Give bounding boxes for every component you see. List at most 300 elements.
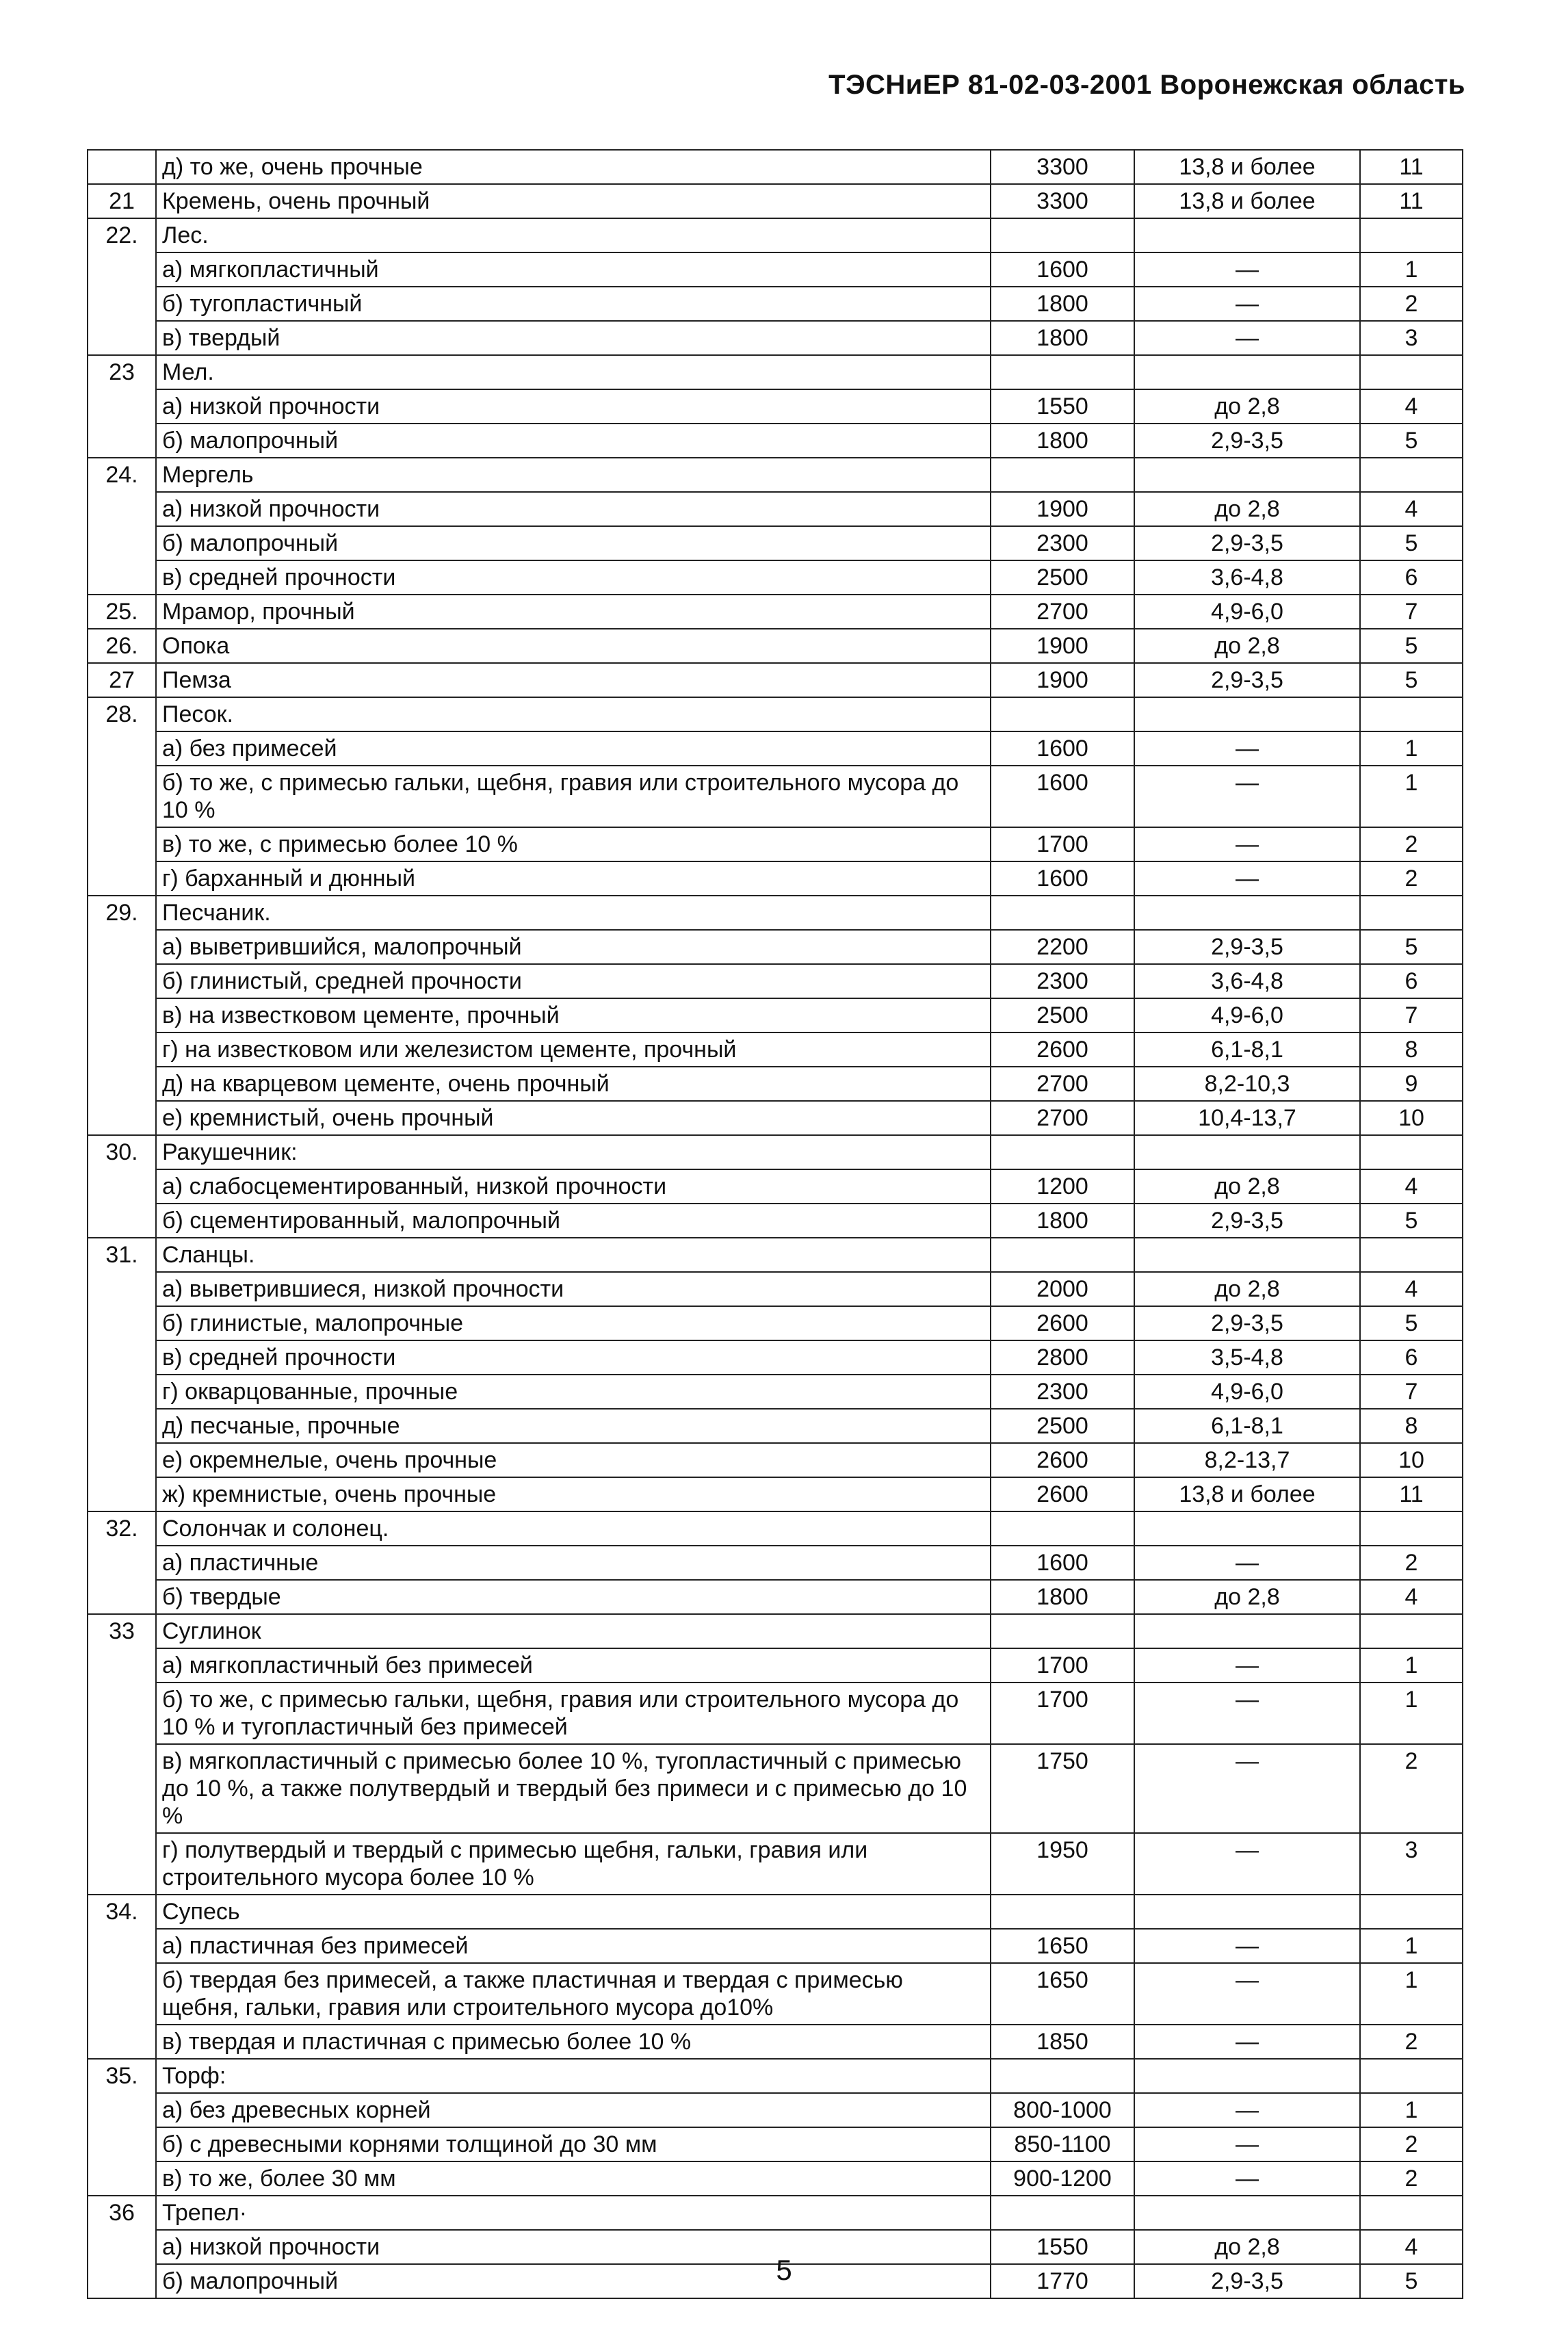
strength-cell (1134, 1614, 1360, 1648)
row-number-cell (88, 1272, 156, 1306)
group-cell: 4 (1360, 1272, 1463, 1306)
density-cell: 1200 (991, 1169, 1134, 1204)
table-row (88, 389, 1463, 424)
group-cell: 5 (1360, 2264, 1463, 2298)
group-cell: 2 (1360, 287, 1463, 321)
soil-name-cell: а) пластичная без примесей (156, 1929, 991, 1963)
row-number-cell (88, 861, 156, 896)
row-number-cell (88, 1443, 156, 1477)
soil-name-cell: а) выветрившиеся, низкой прочности (156, 1272, 991, 1306)
table-row (88, 218, 1463, 252)
soil-name-cell: д) на кварцевом цементе, очень прочный (156, 1067, 991, 1101)
soil-name-cell: е) кремнистый, очень прочный (156, 1101, 991, 1135)
row-number-cell (88, 526, 156, 560)
soil-name-cell: Лес. (156, 218, 991, 252)
strength-cell: — (1134, 2127, 1360, 2161)
strength-cell: 4,9-6,0 (1134, 998, 1360, 1032)
soil-name-cell: г) барханный и дюнный (156, 861, 991, 896)
row-number-cell (88, 287, 156, 321)
table-row (88, 697, 1463, 731)
soil-name-cell: в) мягкопластичный с примесью более 10 %, тугопластичный с примесью до 10 %, а также полутвердый и твердый без примеси и с примесью до 10 % (156, 1744, 991, 1833)
group-cell (1360, 1238, 1463, 1272)
table-row (88, 629, 1463, 663)
table-row (88, 184, 1463, 218)
strength-cell: — (1134, 1833, 1360, 1895)
table-row (88, 731, 1463, 766)
soil-name-cell: а) слабосцементированный, низкой прочности (156, 1169, 991, 1204)
density-cell (991, 1511, 1134, 1546)
document-header: ТЭСНиЕР 81-02-03-2001 Воронежская область (828, 70, 1465, 100)
density-cell: 2700 (991, 1101, 1134, 1135)
row-number-cell (88, 964, 156, 998)
density-cell (991, 896, 1134, 930)
table-row (88, 1963, 1463, 2025)
table-row (88, 321, 1463, 355)
group-cell (1360, 896, 1463, 930)
strength-cell: до 2,8 (1134, 1580, 1360, 1614)
table-row (88, 1032, 1463, 1067)
soil-name-cell: б) твердые (156, 1580, 991, 1614)
strength-cell: 2,9-3,5 (1134, 526, 1360, 560)
soil-name-cell: Пемза (156, 663, 991, 697)
strength-cell: — (1134, 1963, 1360, 2025)
soil-name-cell: б) твердая без примесей, а также пластичная и твердая с примесью щебня, гальки, гравия или строительного мусора до10% (156, 1963, 991, 2025)
row-number-cell (88, 1204, 156, 1238)
row-number-cell: 29. (88, 896, 156, 930)
table-row (88, 1340, 1463, 1375)
group-cell: 5 (1360, 629, 1463, 663)
density-cell: 2300 (991, 1375, 1134, 1409)
density-cell (991, 1895, 1134, 1929)
strength-cell: — (1134, 1683, 1360, 1744)
strength-cell: 3,5-4,8 (1134, 1340, 1360, 1375)
soil-name-cell: д) песчаные, прочные (156, 1409, 991, 1443)
density-cell: 1700 (991, 827, 1134, 861)
row-number-cell (88, 1580, 156, 1614)
group-cell: 2 (1360, 861, 1463, 896)
group-cell: 7 (1360, 1375, 1463, 1409)
soil-name-cell: б) малопрочный (156, 526, 991, 560)
density-cell: 1600 (991, 731, 1134, 766)
density-cell: 1550 (991, 2230, 1134, 2264)
strength-cell: 2,9-3,5 (1134, 2264, 1360, 2298)
row-number-cell (88, 1929, 156, 1963)
density-cell: 1700 (991, 1683, 1134, 1744)
group-cell: 11 (1360, 1477, 1463, 1511)
soil-name-cell: в) средней прочности (156, 1340, 991, 1375)
soil-name-cell: Солончак и солонец. (156, 1511, 991, 1546)
group-cell: 5 (1360, 424, 1463, 458)
table-row (88, 526, 1463, 560)
soil-name-cell: б) с древесными корнями толщиной до 30 мм (156, 2127, 991, 2161)
strength-cell (1134, 1511, 1360, 1546)
soil-name-cell: ж) кремнистые, очень прочные (156, 1477, 991, 1511)
group-cell: 1 (1360, 252, 1463, 287)
group-cell (1360, 218, 1463, 252)
density-cell: 1650 (991, 1929, 1134, 1963)
density-cell: 1900 (991, 663, 1134, 697)
strength-cell (1134, 355, 1360, 389)
soil-name-cell: г) полутвердый и твердый с примесью щебня, гальки, гравия или строительного мусора более 10 % (156, 1833, 991, 1895)
strength-cell: — (1134, 287, 1360, 321)
table-row (88, 492, 1463, 526)
row-number-cell: 34. (88, 1895, 156, 1929)
row-number-cell: 31. (88, 1238, 156, 1272)
density-cell: 1650 (991, 1963, 1134, 2025)
group-cell: 3 (1360, 1833, 1463, 1895)
soil-name-cell: б) то же, с примесью гальки, щебня, гравия или строительного мусора до 10 % и тугопластичный без примесей (156, 1683, 991, 1744)
density-cell: 1900 (991, 492, 1134, 526)
density-cell: 1600 (991, 766, 1134, 827)
row-number-cell (88, 321, 156, 355)
soil-name-cell: Песок. (156, 697, 991, 731)
soil-name-cell: а) без примесей (156, 731, 991, 766)
soil-name-cell: Мрамор, прочный (156, 595, 991, 629)
density-cell: 1600 (991, 1546, 1134, 1580)
strength-cell: 6,1-8,1 (1134, 1409, 1360, 1443)
row-number-cell (88, 1067, 156, 1101)
soil-name-cell: Трепел· (156, 2196, 991, 2230)
density-cell: 2600 (991, 1032, 1134, 1067)
row-number-cell (88, 766, 156, 827)
density-cell: 1900 (991, 629, 1134, 663)
row-number-cell (88, 1375, 156, 1409)
table-row (88, 1443, 1463, 1477)
density-cell (991, 2196, 1134, 2230)
group-cell: 6 (1360, 1340, 1463, 1375)
soil-name-cell: в) то же, более 30 мм (156, 2161, 991, 2196)
group-cell: 10 (1360, 1443, 1463, 1477)
row-number-cell (88, 1306, 156, 1340)
density-cell: 3300 (991, 150, 1134, 184)
strength-cell: 3,6-4,8 (1134, 560, 1360, 595)
table-row (88, 827, 1463, 861)
strength-cell: 13,8 и более (1134, 150, 1360, 184)
density-cell (991, 1135, 1134, 1169)
table-row (88, 1895, 1463, 1929)
group-cell (1360, 1135, 1463, 1169)
group-cell (1360, 1614, 1463, 1648)
group-cell: 3 (1360, 321, 1463, 355)
density-cell: 2300 (991, 964, 1134, 998)
strength-cell: — (1134, 321, 1360, 355)
soil-name-cell: а) низкой прочности (156, 2230, 991, 2264)
table-row (88, 1067, 1463, 1101)
row-number-cell: 22. (88, 218, 156, 252)
soil-name-cell: д) то же, очень прочные (156, 150, 991, 184)
strength-cell: 2,9-3,5 (1134, 1204, 1360, 1238)
table-row (88, 861, 1463, 896)
table-row (88, 766, 1463, 827)
group-cell (1360, 355, 1463, 389)
row-number-cell (88, 2025, 156, 2059)
group-cell: 10 (1360, 1101, 1463, 1135)
soil-name-cell: в) на известковом цементе, прочный (156, 998, 991, 1032)
strength-cell: — (1134, 827, 1360, 861)
group-cell: 5 (1360, 1204, 1463, 1238)
row-number-cell (88, 389, 156, 424)
strength-cell (1134, 2196, 1360, 2230)
group-cell: 6 (1360, 560, 1463, 595)
strength-cell: — (1134, 1648, 1360, 1683)
soil-name-cell: г) окварцованные, прочные (156, 1375, 991, 1409)
density-cell: 2800 (991, 1340, 1134, 1375)
group-cell: 11 (1360, 184, 1463, 218)
density-cell: 900-1200 (991, 2161, 1134, 2196)
row-number-cell: 26. (88, 629, 156, 663)
soil-name-cell: в) средней прочности (156, 560, 991, 595)
table-row (88, 1101, 1463, 1135)
table-row (88, 1929, 1463, 1963)
group-cell: 4 (1360, 1169, 1463, 1204)
group-cell: 8 (1360, 1409, 1463, 1443)
strength-cell: 2,9-3,5 (1134, 1306, 1360, 1340)
soil-name-cell: в) то же, с примесью более 10 % (156, 827, 991, 861)
density-cell (991, 1238, 1134, 1272)
density-cell: 3300 (991, 184, 1134, 218)
table-row (88, 2196, 1463, 2230)
row-number-cell (88, 424, 156, 458)
group-cell: 9 (1360, 1067, 1463, 1101)
table-row (88, 1683, 1463, 1744)
soil-name-cell: Песчаник. (156, 896, 991, 930)
row-number-cell (88, 1833, 156, 1895)
row-number-cell: 33 (88, 1614, 156, 1648)
table-row (88, 1272, 1463, 1306)
strength-cell: 13,8 и более (1134, 1477, 1360, 1511)
soil-name-cell: Опока (156, 629, 991, 663)
strength-cell: до 2,8 (1134, 492, 1360, 526)
row-number-cell: 28. (88, 697, 156, 731)
table-row (88, 1375, 1463, 1409)
soil-name-cell: б) глинистые, малопрочные (156, 1306, 991, 1340)
group-cell: 7 (1360, 595, 1463, 629)
group-cell (1360, 2196, 1463, 2230)
strength-cell: — (1134, 1929, 1360, 1963)
row-number-cell (88, 1409, 156, 1443)
strength-cell: — (1134, 1744, 1360, 1833)
table-row (88, 1833, 1463, 1895)
strength-cell: — (1134, 766, 1360, 827)
group-cell: 5 (1360, 526, 1463, 560)
table-row (88, 896, 1463, 930)
soil-name-cell: Сланцы. (156, 1238, 991, 1272)
row-number-cell: 27 (88, 663, 156, 697)
group-cell: 2 (1360, 2161, 1463, 2196)
group-cell: 2 (1360, 2025, 1463, 2059)
density-cell: 1550 (991, 389, 1134, 424)
table-row (88, 2059, 1463, 2093)
group-cell: 5 (1360, 930, 1463, 964)
table-row (88, 2093, 1463, 2127)
row-number-cell: 36 (88, 2196, 156, 2230)
strength-cell: 3,6-4,8 (1134, 964, 1360, 998)
table-row (88, 150, 1463, 184)
strength-cell: до 2,8 (1134, 389, 1360, 424)
group-cell: 4 (1360, 1580, 1463, 1614)
soil-name-cell: Ракушечник: (156, 1135, 991, 1169)
strength-cell: — (1134, 861, 1360, 896)
row-number-cell (88, 731, 156, 766)
group-cell (1360, 697, 1463, 731)
strength-cell: до 2,8 (1134, 1169, 1360, 1204)
page-number: 5 (776, 2254, 792, 2286)
strength-cell: 2,9-3,5 (1134, 930, 1360, 964)
row-number-cell (88, 930, 156, 964)
group-cell: 4 (1360, 2230, 1463, 2264)
table-row (88, 458, 1463, 492)
table-row (88, 1511, 1463, 1546)
strength-cell: 8,2-10,3 (1134, 1067, 1360, 1101)
soil-name-cell: Супесь (156, 1895, 991, 1929)
density-cell: 1800 (991, 321, 1134, 355)
soil-name-cell: б) тугопластичный (156, 287, 991, 321)
density-cell: 2200 (991, 930, 1134, 964)
row-number-cell (88, 1032, 156, 1067)
strength-cell: до 2,8 (1134, 2230, 1360, 2264)
group-cell: 5 (1360, 663, 1463, 697)
density-cell: 1800 (991, 424, 1134, 458)
strength-cell: до 2,8 (1134, 1272, 1360, 1306)
density-cell: 1700 (991, 1648, 1134, 1683)
strength-cell (1134, 697, 1360, 731)
strength-cell: 6,1-8,1 (1134, 1032, 1360, 1067)
soil-name-cell: Кремень, очень прочный (156, 184, 991, 218)
group-cell: 5 (1360, 1306, 1463, 1340)
row-number-cell (88, 150, 156, 184)
density-cell: 1800 (991, 287, 1134, 321)
row-number-cell (88, 2127, 156, 2161)
density-cell: 2600 (991, 1477, 1134, 1511)
soil-name-cell: Мел. (156, 355, 991, 389)
group-cell: 1 (1360, 1963, 1463, 2025)
row-number-cell (88, 998, 156, 1032)
group-cell (1360, 1511, 1463, 1546)
table-row (88, 287, 1463, 321)
strength-cell: 13,8 и более (1134, 184, 1360, 218)
group-cell: 2 (1360, 827, 1463, 861)
group-cell: 1 (1360, 2093, 1463, 2127)
row-number-cell (88, 560, 156, 595)
table-row (88, 964, 1463, 998)
strength-cell: до 2,8 (1134, 629, 1360, 663)
density-cell: 2500 (991, 998, 1134, 1032)
strength-cell: 10,4-13,7 (1134, 1101, 1360, 1135)
strength-cell (1134, 218, 1360, 252)
density-cell: 2500 (991, 560, 1134, 595)
soil-name-cell: Суглинок (156, 1614, 991, 1648)
table-row (88, 2161, 1463, 2196)
density-cell: 2700 (991, 595, 1134, 629)
row-number-cell (88, 2161, 156, 2196)
table-row (88, 998, 1463, 1032)
soil-name-cell: б) глинистый, средней прочности (156, 964, 991, 998)
density-cell: 800-1000 (991, 2093, 1134, 2127)
soil-density-table (87, 149, 1463, 2299)
soil-name-cell: б) то же, с примесью гальки, щебня, гравия или строительного мусора до 10 % (156, 766, 991, 827)
soil-name-cell: а) выветрившийся, малопрочный (156, 930, 991, 964)
group-cell: 7 (1360, 998, 1463, 1032)
row-number-cell (88, 1963, 156, 2025)
table-row (88, 663, 1463, 697)
density-cell: 1800 (991, 1204, 1134, 1238)
density-cell: 1600 (991, 252, 1134, 287)
table-row (88, 595, 1463, 629)
density-cell: 1770 (991, 2264, 1134, 2298)
density-cell (991, 218, 1134, 252)
density-cell: 2300 (991, 526, 1134, 560)
soil-name-cell: а) пластичные (156, 1546, 991, 1580)
strength-cell: — (1134, 1546, 1360, 1580)
table-body (88, 150, 1463, 2298)
row-number-cell (88, 1648, 156, 1683)
table-row (88, 1135, 1463, 1169)
density-cell: 1950 (991, 1833, 1134, 1895)
density-cell: 850-1100 (991, 2127, 1134, 2161)
density-cell: 2500 (991, 1409, 1134, 1443)
row-number-cell (88, 1340, 156, 1375)
density-cell: 2000 (991, 1272, 1134, 1306)
group-cell: 4 (1360, 389, 1463, 424)
strength-cell (1134, 1895, 1360, 1929)
strength-cell (1134, 1238, 1360, 1272)
table-row (88, 2127, 1463, 2161)
row-number-cell (88, 492, 156, 526)
row-number-cell: 30. (88, 1135, 156, 1169)
strength-cell: — (1134, 2025, 1360, 2059)
strength-cell: — (1134, 731, 1360, 766)
density-cell: 1600 (991, 861, 1134, 896)
row-number-cell (88, 1477, 156, 1511)
density-cell: 1800 (991, 1580, 1134, 1614)
group-cell: 2 (1360, 1744, 1463, 1833)
row-number-cell (88, 827, 156, 861)
soil-name-cell: а) мягкопластичный без примесей (156, 1648, 991, 1683)
soil-name-cell: а) мягкопластичный (156, 252, 991, 287)
density-cell: 2600 (991, 1443, 1134, 1477)
soil-name-cell: б) малопрочный (156, 424, 991, 458)
table-row (88, 1580, 1463, 1614)
density-cell: 1850 (991, 2025, 1134, 2059)
strength-cell: 2,9-3,5 (1134, 663, 1360, 697)
strength-cell: 4,9-6,0 (1134, 1375, 1360, 1409)
table-row (88, 1306, 1463, 1340)
strength-cell (1134, 2059, 1360, 2093)
row-number-cell (88, 1169, 156, 1204)
density-cell (991, 2059, 1134, 2093)
table-row (88, 1546, 1463, 1580)
soil-name-cell: в) твердая и пластичная с примесью более 10 % (156, 2025, 991, 2059)
row-number-cell (88, 252, 156, 287)
table-row (88, 1238, 1463, 1272)
table-row (88, 1409, 1463, 1443)
strength-cell: 4,9-6,0 (1134, 595, 1360, 629)
row-number-cell (88, 2093, 156, 2127)
table-row (88, 1614, 1463, 1648)
row-number-cell: 23 (88, 355, 156, 389)
group-cell: 11 (1360, 150, 1463, 184)
group-cell: 1 (1360, 731, 1463, 766)
soil-name-cell: а) низкой прочности (156, 389, 991, 424)
soil-name-cell: Торф: (156, 2059, 991, 2093)
row-number-cell: 35. (88, 2059, 156, 2093)
table-row (88, 560, 1463, 595)
row-number-cell: 21 (88, 184, 156, 218)
soil-name-cell: Мергель (156, 458, 991, 492)
strength-cell: 8,2-13,7 (1134, 1443, 1360, 1477)
table-row (88, 252, 1463, 287)
group-cell: 2 (1360, 1546, 1463, 1580)
